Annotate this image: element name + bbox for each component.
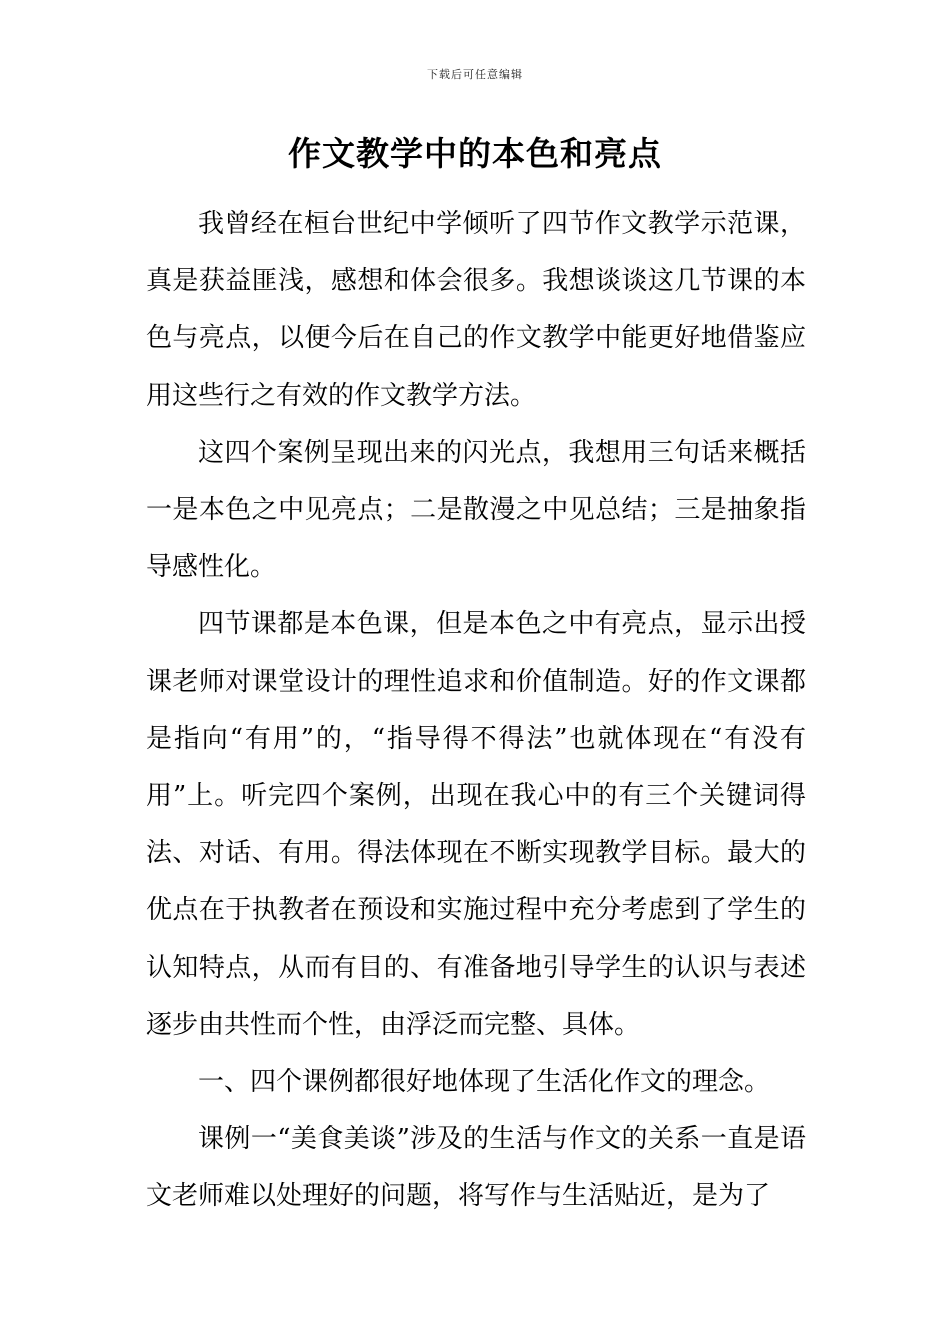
paragraph-4: 一、四个课例都很好地体现了生活化作文的理念。 bbox=[198, 1067, 771, 1098]
paragraph-3: 四节课都是本色课，但是本色之中有亮点，显示出授课老师对课堂设计的理性追求和价值制造。好的作文课都是指向“有用”的，“指导得不得法”也就体现在“有没有用”上。听完四个案例，出现在我心中的有三个关键词得法、对话、有用。得法体现在不断实现教学目标。最大的优点在于执教者在预设和实施过程中充分考虑到了学生的认知特点，从而有目的、有准备地引导学生的认识与表述逐步由共性而个性，由浮泛而完整、具体。 bbox=[146, 609, 806, 1040]
paragraph-5: 课例一“美食美谈”涉及的生活与作文的关系一直是语文老师难以处理好的问题，将写作与生活贴近，是为了 bbox=[146, 1124, 806, 1212]
header-note: 下载后可任意编辑 bbox=[427, 68, 523, 81]
document-body bbox=[146, 196, 806, 1226]
paragraph-1: 我曾经在桓台世纪中学倾听了四节作文教学示范课，真是获益匪浅，感想和体会很多。我想谈谈这几节课的本色与亮点，以便今后在自己的作文教学中能更好地借鉴应用这些行之有效的作文教学方法。 bbox=[146, 209, 806, 411]
paragraph-2: 这四个案例呈现出来的闪光点，我想用三句话来概括一是本色之中见亮点；二是散漫之中见总结；三是抽象指导感性化。 bbox=[146, 437, 806, 583]
document-title: 作文教学中的本色和亮点 bbox=[288, 134, 662, 173]
